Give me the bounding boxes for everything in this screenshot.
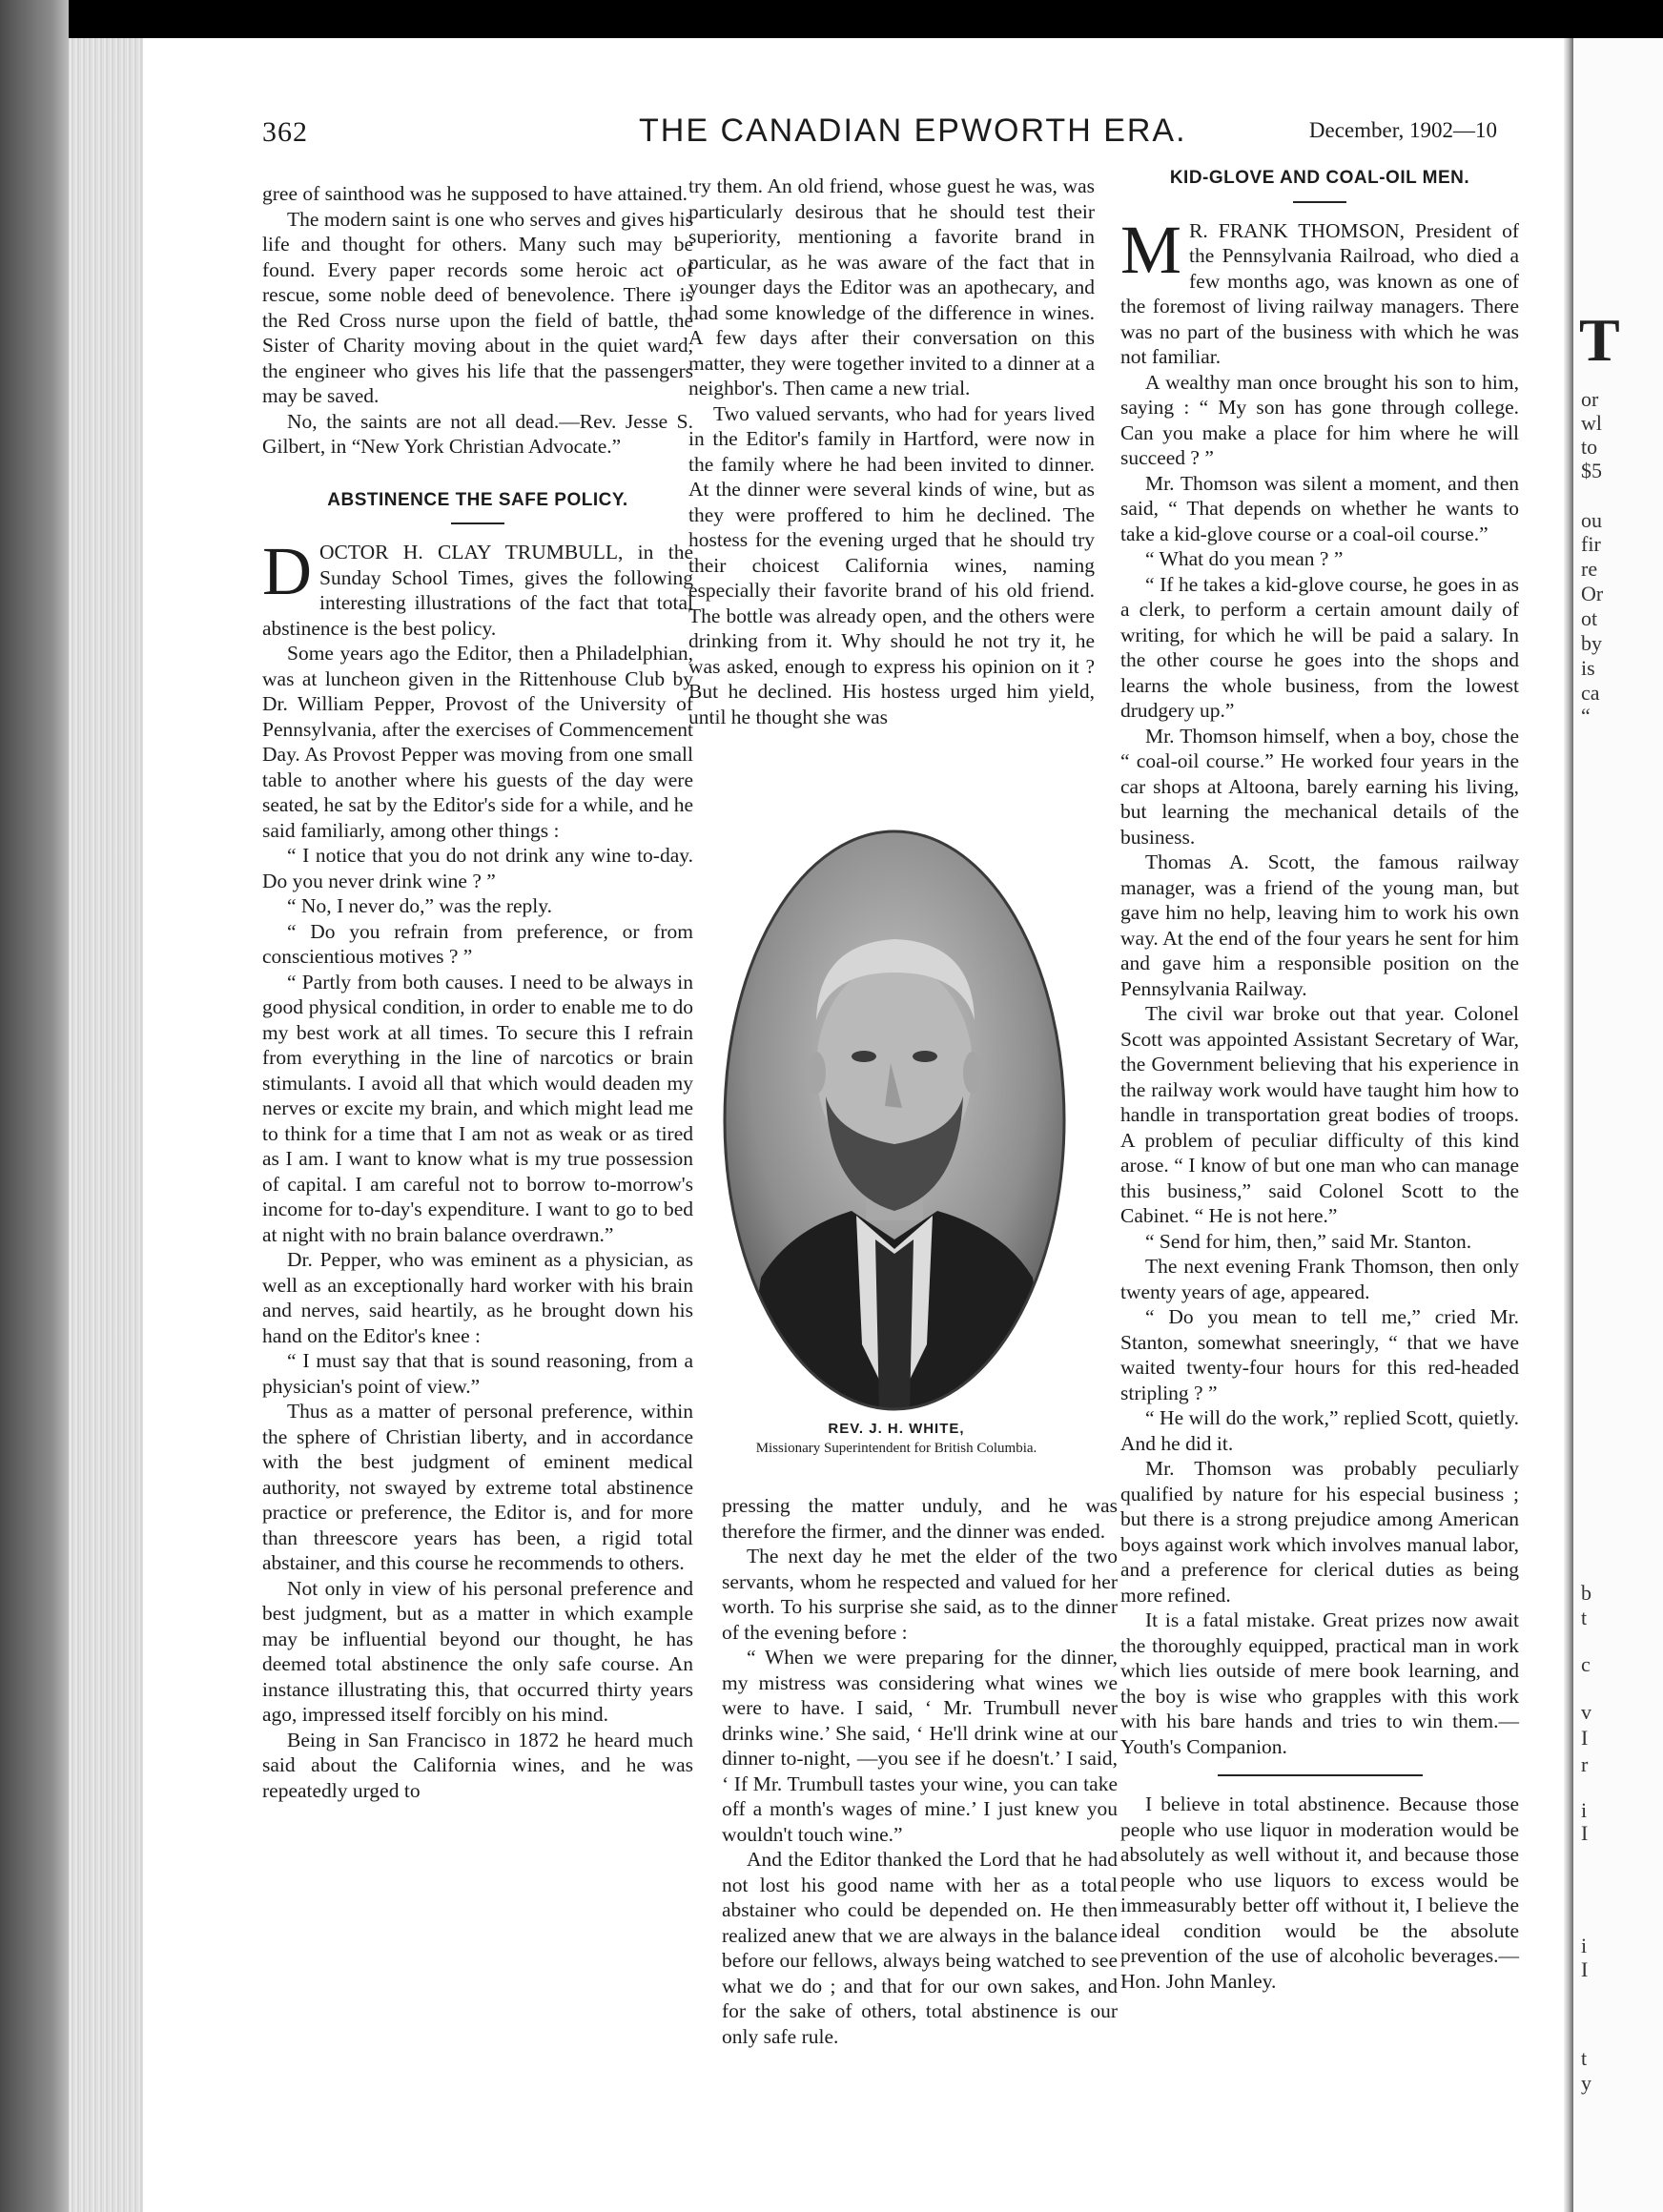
paragraph: “ Send for him, then,” said Mr. Stanton.: [1145, 1229, 1472, 1253]
column-3: [1120, 162, 1519, 1994]
paragraph: The modern saint is one who serves and gives his life and thought for others. Many such may be found. Every paper records some heroic act of rescue, some noble deed of benevolence. There is the Red Cross nurse upon the field of battle, the Sister of Charity moving about in the quiet ward, the engineer who gives his life that the passengers may be saved.: [262, 207, 693, 407]
lead-text: OCTOR H. CLAY TRUMBULL, in the Sunday School Times, gives the following interesting illustrations of the fact that total abstinence is the best policy.: [262, 541, 693, 640]
issue-date: December, 1902—10: [1308, 118, 1497, 142]
next-page-text: v: [1581, 1700, 1591, 1724]
paragraph: Some years ago the Editor, then a Philadelphian, was at luncheon given in the Rittenhouse Club by Dr. William Pepper, Provost of the University of Pennsylvania, after the exercises of Commencement Day. As Provost Pepper was moving from one small table to another where his guests of the day were seated, he sat by the Editor's side for a while, and he said familiarly, among other things :: [262, 642, 693, 842]
publication-title: THE CANADIAN EPWORTH ERA.: [639, 113, 1187, 149]
section-divider: [1218, 1774, 1423, 1776]
paragraph: “ He will do the work,” replied Scott, quietly. And he did it.: [1120, 1406, 1519, 1455]
next-page-text: re: [1581, 557, 1598, 581]
paragraph: A wealthy man once brought his son to him, saying : “ My son has gone through college. Can you make a place for him where he will succeed ? ”: [1120, 370, 1519, 469]
paragraph: “ When we were preparing for the dinner, my mistress was considering what wines we were to have. I said, ‘ Mr. Trumbull never drinks wine.’ She said, ‘ He'll drink wine at our dinner to-night, —you see if he doesn't.’ I said, ‘ If Mr. Trumbull tastes your wine, you can take off a month's wages of mine.’ I just knew you wouldn't touch wine.”: [722, 1646, 1118, 1846]
page-stack-edges: [69, 38, 143, 2212]
paragraph: Thus as a matter of personal preference, within the sphere of Christian liberty, and in accordance with the best judgment of eminent medical authority, not swayed by extreme total abstinence practice or preference, the Editor is, and for more than threescore years has been, a rigid total abstainer, and this course he recommends to others.: [262, 1400, 693, 1574]
paragraph: The civil war broke out that year. Colonel Scott was appointed Assistant Secretary of War, the Government believing that his experience in the railway work would have taught him how to handle in transportation great bodies of troops. A problem of peculiar difficulty of this kind arose. “ I know of but one man who can manage this business,” said Colonel Scott to the Cabinet. “ He is not here.”: [1120, 1002, 1519, 1227]
closing-paragraph: I believe in total abstinence. Because those people who use liquor in moderation would be absolutely as well without it, and because those people who use liquors to excess would be immeasurably better off without it, I believe the ideal condition would be the absolute prevention of the use of alcoholic beverages.—Hon. John Manley.: [1120, 1792, 1519, 1993]
caption-name: REV. J. H. WHITE,: [828, 1421, 965, 1437]
drop-cap: D: [262, 533, 312, 609]
next-page-text: to: [1581, 435, 1598, 459]
paragraph: The next evening Frank Thomson, then only twenty years of age, appeared.: [1120, 1255, 1519, 1303]
paragraph: It is a fatal mistake. Great prizes now await the thoroughly equipped, practical man in work which lies outside of mere book learning, and the boy is wise who grapples with this work with his bare hands and tries to win them.— Youth's Companion.: [1120, 1608, 1519, 1758]
next-page-text: b: [1581, 1581, 1591, 1605]
paragraph: “ If he takes a kid-glove course, he goes in as a clerk, to perform a certain amount daily of writing, for which he will be paid a salary. In the other course he goes into the shops and learns the whole business, from the lowest drudgery up.”: [1120, 572, 1519, 722]
scan-top-border: [0, 0, 1663, 38]
next-page-text: I: [1581, 1726, 1589, 1750]
column-2-top: [688, 174, 1095, 729]
page-number: 362: [262, 116, 308, 148]
next-page-text: or: [1581, 387, 1599, 411]
next-page-text: Or: [1581, 582, 1604, 605]
next-page-text: wl: [1581, 411, 1602, 435]
paragraph: pressing the matter unduly, and he was therefore the firmer, and the dinner was ended.: [722, 1494, 1118, 1543]
paragraph: “ I notice that you do not drink any wine to-day. Do you never drink wine ? ”: [262, 844, 693, 892]
caption-subtitle: Missionary Superintendent for British Columbia.: [755, 1441, 1037, 1456]
next-page-text: fir: [1581, 532, 1601, 556]
paragraph: “ What do you mean ? ”: [1145, 547, 1344, 570]
lead-paragraph: [262, 533, 693, 641]
next-page-text: $5: [1581, 459, 1602, 482]
drop-cap: M: [1120, 211, 1182, 288]
next-page-text: i: [1581, 1934, 1588, 1957]
lead-text: R. FRANK THOMSON, President of the Pennsylvania Railroad, who died a few months ago, was known as one of the foremost of living railway managers. There was no part of the business with which he was not familiar.: [1120, 218, 1519, 368]
paragraph: “ No, I never do,” was the reply.: [287, 894, 552, 917]
next-page-text: c: [1581, 1652, 1591, 1676]
column-2-bottom: [722, 1493, 1118, 2049]
next-page-text: i: [1581, 1798, 1588, 1822]
next-page-letter: T: [1579, 306, 1620, 374]
paragraph: gree of sainthood was he supposed to have attained.: [262, 182, 688, 205]
portrait-image: [723, 830, 1066, 1411]
next-page-text: ot: [1581, 606, 1598, 630]
paragraph: “ Do you refrain from preference, or from conscientious motives ? ”: [262, 919, 693, 968]
heading-rule: [451, 522, 504, 524]
article-heading: KID-GLOVE AND COAL-OIL MEN.: [1169, 168, 1470, 188]
next-page-text: y: [1581, 2071, 1591, 2095]
paragraph: Mr. Thomson was probably peculiarly qualified by nature for his especial business ; but there is a strong prejudice among American boys against work which involves manual labor, and a preference for clerical duties as being more refined.: [1120, 1457, 1519, 1607]
paragraph: “ Do you mean to tell me,” cried Mr. Stanton, somewhat sneeringly, “ that we have waited twenty-four hours for this red-headed stripling ? ”: [1120, 1305, 1519, 1404]
paragraph: “ I must say that that is sound reasoning, from a physician's point of view.”: [262, 1349, 693, 1398]
paragraph: Thomas A. Scott, the famous railway manager, was a friend of the young man, but gave him no help, leaving him to work his own way. At the end of the four years he sent for him and gave him a responsible position on the Pennsylvania Railway.: [1120, 850, 1519, 1000]
book-spine-shadow: [0, 0, 69, 2212]
page-fold-shadow: [1564, 38, 1573, 2212]
next-page-text: I: [1581, 1821, 1589, 1845]
next-page-text: by: [1581, 631, 1602, 655]
column-1: [262, 181, 693, 1803]
paragraph: Mr. Thomson himself, when a boy, chose the “ coal-oil course.” He worked four years in the car shops at Altoona, barely earning his living, but learning the mechanical details of the business.: [1120, 724, 1519, 849]
lead-paragraph: [1120, 211, 1519, 370]
next-page-text: is: [1581, 656, 1595, 680]
article-heading: ABSTINENCE THE SAFE POLICY.: [327, 489, 628, 510]
next-page-text: t: [1581, 1606, 1588, 1629]
next-page-text: ou: [1581, 508, 1602, 532]
paragraph: “ Partly from both causes. I need to be always in good physical condition, in order to enable me to do my best work at all times. To secure this I refrain from everything in the line of narcotics or brain stimulants. I avoid all that which would deaden my nerves or excite my brain, and which might lead me to think for a time that I am not as weak or as tired as I am. I want to know what is my true possession of capital. I am careful not to borrow to-morrow's income for to-day's expenditure. I want to go to bed at night with no brain balance overdrawn.”: [262, 970, 693, 1246]
running-header: [262, 113, 1497, 151]
portrait-caption: [687, 1421, 1106, 1457]
paragraph: Not only in view of his personal preference and best judgment, but as a matter in which example may be influential beyond our thought, he has deemed total abstinence the only safe course. An instance illustrating this, that occurred thirty years ago, impressed itself forcibly on his mind.: [262, 1576, 693, 1726]
next-page-text: ca: [1581, 681, 1600, 705]
heading-rule: [1293, 201, 1346, 203]
next-page-text: I: [1581, 1957, 1589, 1981]
paragraph: Mr. Thomson was silent a moment, and then said, “ That depends on whether he wants to take a kid-glove course or a coal-oil course.”: [1120, 471, 1519, 545]
paragraph: try them. An old friend, whose guest he was, was particularly desirous that he should test their superiority, mentioning a favorite brand in particular, as he was aware of the fact that in younger days the Editor was an apothecary, and had some knowledge of the difference in wines. A few days after their conversation on this matter, they were together invited to a dinner at a neighbor's. Then came a new trial.: [688, 174, 1095, 399]
next-page-text: “: [1581, 704, 1591, 727]
next-page-fragment: [1573, 38, 1663, 2212]
paragraph: The next day he met the elder of the two servants, whom he respected and valued for her worth. To his surprise she said, as to the dinner of the evening before :: [722, 1545, 1118, 1644]
next-page-text: r: [1581, 1752, 1589, 1776]
attribution: No, the saints are not all dead.—Rev. Jesse S. Gilbert, in “New York Christian Advocate.”: [262, 409, 693, 458]
paragraph: Two valued servants, who had for years lived in the Editor's family in Hartford, were now in the family where he had been invited to dinner. At the dinner were several kinds of wine, but as they were proffered to him he declined. The hostess for the evening urged that he should try their choicest California wines, naming especially their favorite brand of his old friend. The bottle was already open, and the others were drinking from it. Why should he not try it, he was asked, enough to express his opinion on it ? But he declined. His hostess urged him yield, until he thought she was: [688, 401, 1095, 728]
paragraph: And the Editor thanked the Lord that he had not lost his good name with her as a total abstainer who could be depended on. He then realized anew that we are always in the balance before our fellows, always being watched to see what we do ; and that for our own sakes, and for the sake of others, total abstinence is our only safe rule.: [722, 1848, 1118, 2048]
paragraph: Being in San Francisco in 1872 he heard much said about the California wines, and he was repeatedly urged to: [262, 1728, 693, 1802]
paragraph: Dr. Pepper, who was eminent as a physician, as well as an exceptionally hard worker with his brain and nerves, said heartily, as he brought down his hand on the Editor's knee :: [262, 1248, 693, 1347]
next-page-text: t: [1581, 2046, 1588, 2070]
